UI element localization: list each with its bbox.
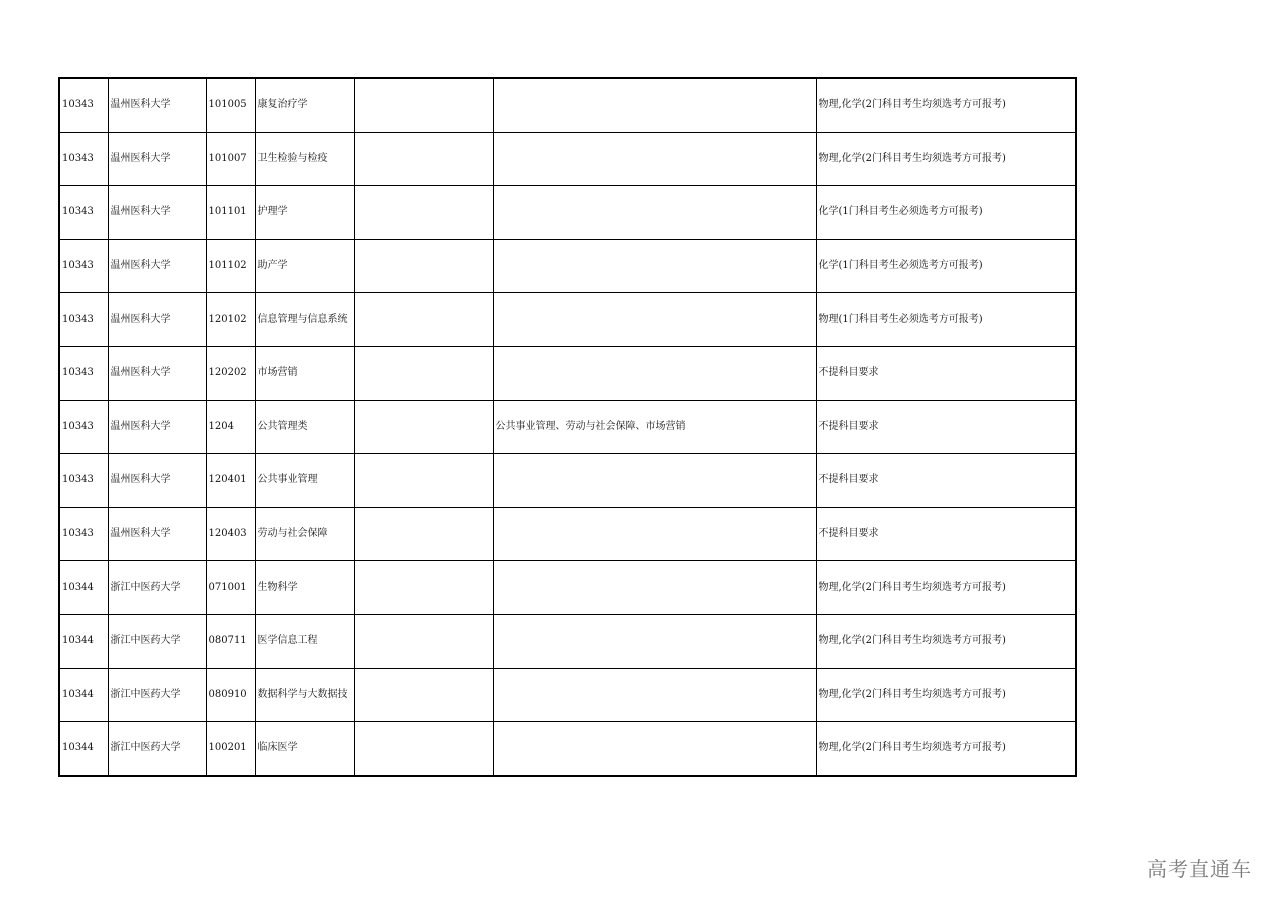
school-code-cell: 10343 [59, 507, 108, 561]
major-code-cell: 120102 [206, 293, 255, 347]
school-code-cell: 10344 [59, 561, 108, 615]
subject-requirement-cell: 物理,化学(2门科目考生均须选考方可报考) [816, 78, 1076, 132]
table-row [59, 78, 1076, 132]
school-name-cell: 温州医科大学 [108, 400, 206, 454]
table-row [59, 454, 1076, 508]
major-name-cell: 助产学 [255, 239, 354, 293]
table-row [59, 668, 1076, 722]
included-majors-cell [493, 668, 816, 722]
major-name-cell: 卫生检验与检疫 [255, 132, 354, 186]
major-name-cell: 临床医学 [255, 722, 354, 776]
school-code-cell: 10344 [59, 614, 108, 668]
major-name-cell: 护理学 [255, 186, 354, 240]
school-code-cell: 10343 [59, 78, 108, 132]
school-name-cell: 温州医科大学 [108, 78, 206, 132]
table-row [59, 132, 1076, 186]
major-name-cell: 康复治疗学 [255, 78, 354, 132]
school-name-cell: 温州医科大学 [108, 507, 206, 561]
school-name-cell: 温州医科大学 [108, 346, 206, 400]
school-code-cell: 10344 [59, 668, 108, 722]
included-majors-cell [493, 293, 816, 347]
major-code-cell: 080711 [206, 614, 255, 668]
subject-requirement-cell: 物理(1门科目考生必须选考方可报考) [816, 293, 1076, 347]
major-code-cell: 1204 [206, 400, 255, 454]
subject-requirement-cell: 不提科目要求 [816, 507, 1076, 561]
major-name-cell: 劳动与社会保障 [255, 507, 354, 561]
major-code-cell: 101101 [206, 186, 255, 240]
major-category-cell [354, 722, 493, 776]
school-name-cell: 浙江中医药大学 [108, 614, 206, 668]
table-row [59, 722, 1076, 776]
included-majors-cell [493, 722, 816, 776]
included-majors-cell [493, 346, 816, 400]
subject-requirement-cell: 物理,化学(2门科目考生均须选考方可报考) [816, 132, 1076, 186]
table-row [59, 561, 1076, 615]
school-name-cell: 温州医科大学 [108, 186, 206, 240]
major-code-cell: 120401 [206, 454, 255, 508]
major-code-cell: 080910 [206, 668, 255, 722]
included-majors-cell [493, 614, 816, 668]
included-majors-cell [493, 186, 816, 240]
major-code-cell: 101102 [206, 239, 255, 293]
major-code-cell: 101007 [206, 132, 255, 186]
major-category-cell [354, 239, 493, 293]
included-majors-cell [493, 239, 816, 293]
table-row [59, 614, 1076, 668]
major-code-cell: 100201 [206, 722, 255, 776]
subject-requirement-cell: 物理,化学(2门科目考生均须选考方可报考) [816, 668, 1076, 722]
major-code-cell: 071001 [206, 561, 255, 615]
subject-requirement-cell: 物理,化学(2门科目考生均须选考方可报考) [816, 561, 1076, 615]
school-code-cell: 10344 [59, 722, 108, 776]
table-row [59, 186, 1076, 240]
table-row [59, 346, 1076, 400]
included-majors-cell: 公共事业管理、劳动与社会保障、市场营销 [493, 400, 816, 454]
school-name-cell: 温州医科大学 [108, 293, 206, 347]
school-code-cell: 10343 [59, 346, 108, 400]
major-name-cell: 市场营销 [255, 346, 354, 400]
included-majors-cell [493, 78, 816, 132]
major-category-cell [354, 132, 493, 186]
included-majors-cell [493, 507, 816, 561]
major-category-cell [354, 507, 493, 561]
included-majors-cell [493, 132, 816, 186]
school-name-cell: 温州医科大学 [108, 132, 206, 186]
major-category-cell [354, 614, 493, 668]
watermark-text: 高考直通车 [1147, 857, 1252, 881]
subject-requirements-table [58, 77, 1077, 777]
subject-requirement-cell: 物理,化学(2门科目考生均须选考方可报考) [816, 614, 1076, 668]
major-name-cell: 医学信息工程 [255, 614, 354, 668]
school-code-cell: 10343 [59, 239, 108, 293]
table-row [59, 293, 1076, 347]
included-majors-cell [493, 561, 816, 615]
major-category-cell [354, 186, 493, 240]
major-name-cell: 数据科学与大数据技 [255, 668, 354, 722]
major-category-cell [354, 78, 493, 132]
school-code-cell: 10343 [59, 400, 108, 454]
school-code-cell: 10343 [59, 186, 108, 240]
school-code-cell: 10343 [59, 132, 108, 186]
subject-requirement-cell: 不提科目要求 [816, 454, 1076, 508]
subject-requirement-cell: 化学(1门科目考生必须选考方可报考) [816, 186, 1076, 240]
school-code-cell: 10343 [59, 454, 108, 508]
subject-requirement-cell: 物理,化学(2门科目考生均须选考方可报考) [816, 722, 1076, 776]
major-name-cell: 公共事业管理 [255, 454, 354, 508]
major-code-cell: 120403 [206, 507, 255, 561]
subject-requirement-cell: 不提科目要求 [816, 400, 1076, 454]
school-name-cell: 浙江中医药大学 [108, 722, 206, 776]
subject-requirement-cell: 化学(1门科目考生必须选考方可报考) [816, 239, 1076, 293]
major-name-cell: 信息管理与信息系统 [255, 293, 354, 347]
major-category-cell [354, 668, 493, 722]
table-row [59, 400, 1076, 454]
major-category-cell [354, 293, 493, 347]
table-row [59, 507, 1076, 561]
school-name-cell: 温州医科大学 [108, 239, 206, 293]
major-category-cell [354, 346, 493, 400]
major-name-cell: 公共管理类 [255, 400, 354, 454]
subject-requirement-cell: 不提科目要求 [816, 346, 1076, 400]
major-name-cell: 生物科学 [255, 561, 354, 615]
school-name-cell: 浙江中医药大学 [108, 668, 206, 722]
major-code-cell: 120202 [206, 346, 255, 400]
major-category-cell [354, 454, 493, 508]
table-row [59, 239, 1076, 293]
school-name-cell: 温州医科大学 [108, 454, 206, 508]
school-name-cell: 浙江中医药大学 [108, 561, 206, 615]
major-category-cell [354, 561, 493, 615]
school-code-cell: 10343 [59, 293, 108, 347]
major-category-cell [354, 400, 493, 454]
major-code-cell: 101005 [206, 78, 255, 132]
table-body [59, 78, 1076, 776]
included-majors-cell [493, 454, 816, 508]
